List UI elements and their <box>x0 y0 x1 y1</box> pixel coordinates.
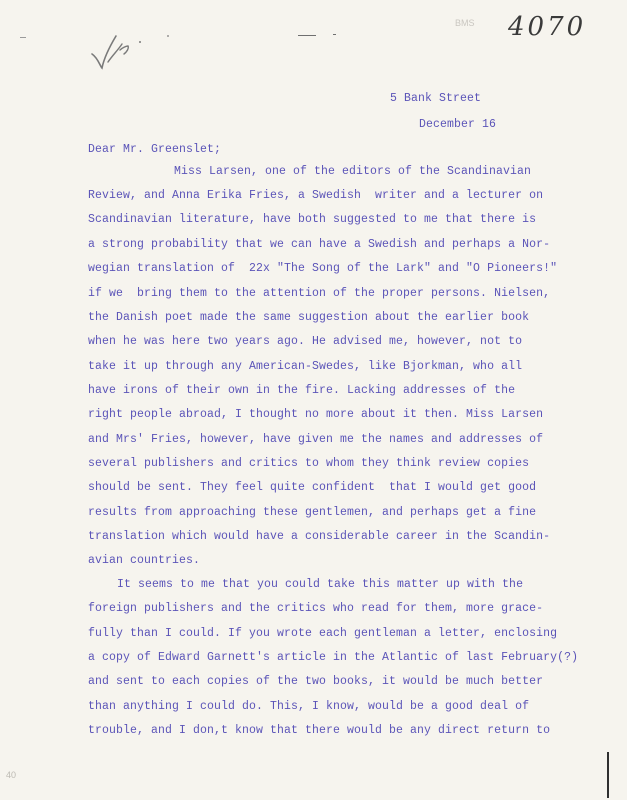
body-line: fully than I could. If you wrote each gentleman a letter, enclosing <box>88 627 558 640</box>
body-line: and Mrs' Fries, however, have given me the names and addresses of <box>88 433 544 446</box>
body-line: when he was here two years ago. He advised me, however, not to <box>88 335 523 348</box>
body-line: foreign publishers and the critics who read for them, more grace- <box>88 602 544 615</box>
body-line: a strong probability that we can have a Swedish and perhaps a Nor- <box>88 238 551 251</box>
body-line: results from approaching these gentlemen, and perhaps get a fine <box>88 506 537 519</box>
body-line: Review, and Anna Erika Fries, a Swedish writer and a lecturer on <box>88 189 544 202</box>
archive-number: 4070 <box>508 12 587 42</box>
body-line: the Danish poet made the same suggestion about the earlier book <box>88 311 530 324</box>
body-line: right people abroad, I thought no more about it then. Miss Larsen <box>88 408 544 421</box>
body-line: have irons of their own in the fire. Lacking addresses of the <box>88 384 516 397</box>
body-line: a copy of Edward Garnett's article in the Atlantic of last February(?) <box>88 651 579 664</box>
body-line: and sent to each copies of the two books, it would be much better <box>88 675 544 688</box>
body-line: take it up through any American-Swedes, like Bjorkman, who all <box>88 360 523 373</box>
edge-mark <box>607 752 609 798</box>
body-line: if we bring them to the attention of the proper persons. Nielsen, <box>88 287 551 300</box>
pencil-dash <box>298 35 316 36</box>
body-line: Miss Larsen, one of the editors of the Scandinavian <box>174 165 532 178</box>
margin-tick <box>20 37 26 38</box>
body-line: than anything I could do. This, I know, would be a good deal of <box>88 700 530 713</box>
pencil-dot <box>333 34 336 35</box>
salutation: Dear Mr. Greenslet; <box>88 143 222 156</box>
body-line: should be sent. They feel quite confident that I would get good <box>88 481 537 494</box>
pencil-mark-icon <box>88 28 188 78</box>
body-line: trouble, and I don,t know that there would be any direct return to <box>88 724 551 737</box>
letter-date: December 16 <box>419 118 497 131</box>
body-line: several publishers and critics to whom they think review copies <box>88 457 530 470</box>
body-line: It seems to me that you could take this matter up with the <box>117 578 524 591</box>
sender-address: 5 Bank Street <box>390 92 482 105</box>
archive-stamp: BMS <box>455 18 475 28</box>
body-line: Scandinavian literature, have both suggested to me that there is <box>88 213 537 226</box>
body-line: wegian translation of 22x "The Song of the Lark" and "O Pioneers!" <box>88 262 558 275</box>
body-line: avian countries. <box>88 554 201 567</box>
corner-mark: 40 <box>6 770 17 780</box>
body-line: translation which would have a considerable career in the Scandin- <box>88 530 551 543</box>
